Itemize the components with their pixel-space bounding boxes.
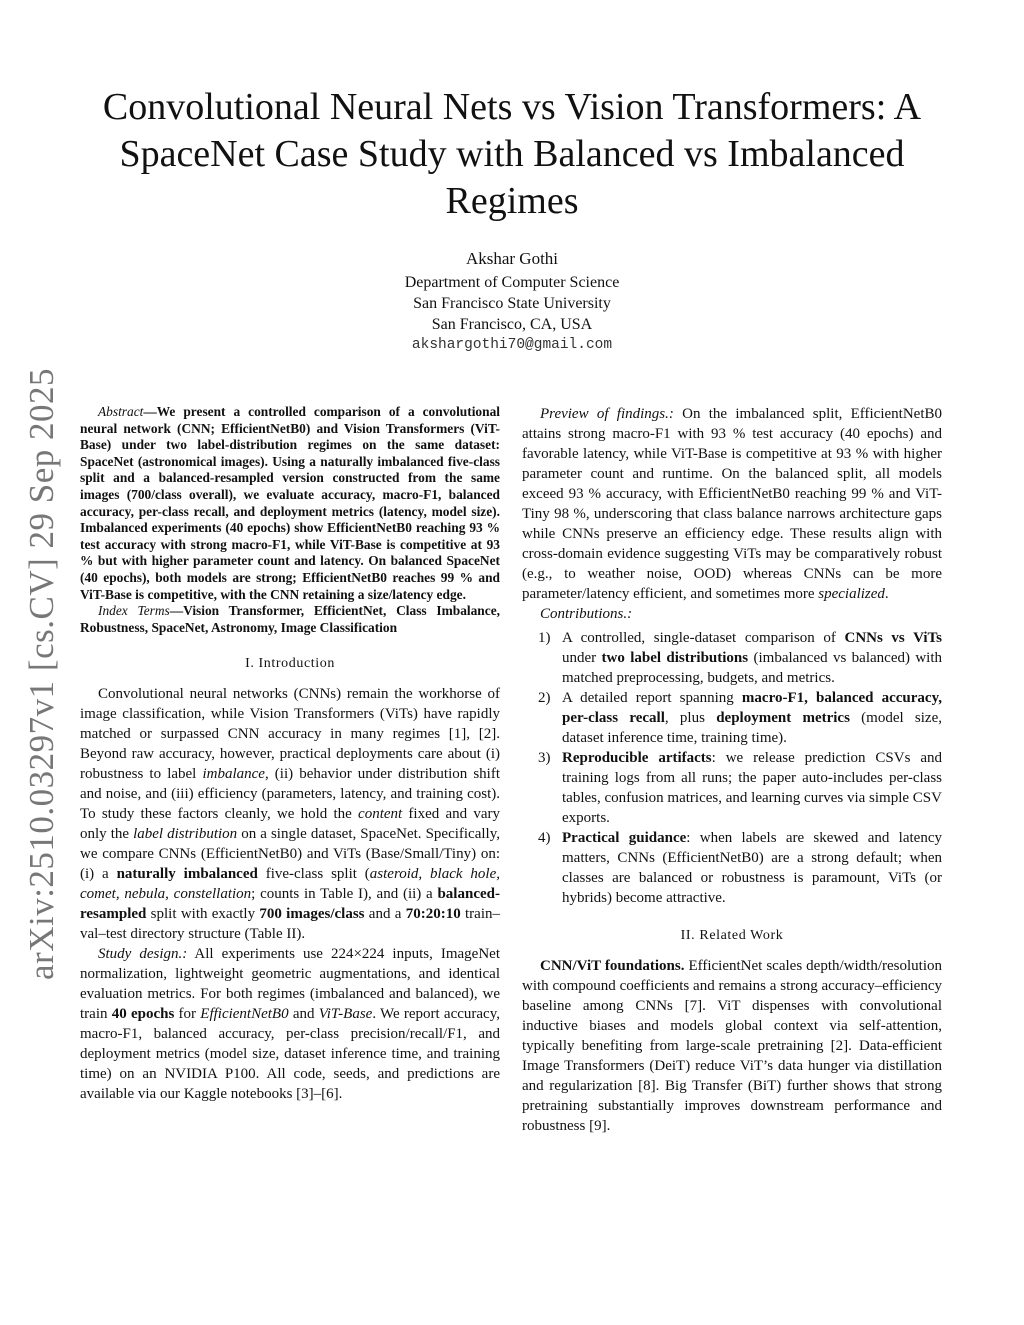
list-number: 2) xyxy=(538,690,551,706)
text-run: naturally imbalanced xyxy=(116,866,258,883)
text-run: label distribution xyxy=(133,826,238,843)
arxiv-identifier-stamp[interactable]: arXiv:2510.03297v1 [cs.CV] 29 Sep 2025 xyxy=(22,367,61,980)
index-terms xyxy=(80,603,500,636)
text-run: : when labels are skewed and latency matters, CNNs (EfficientNetB0) are a strong default; when classes are balanced or robustness is paramount, ViTs (or hybrids) become attractive. xyxy=(562,830,942,906)
right-column xyxy=(522,404,942,1136)
author-name: Akshar Gothi xyxy=(465,249,559,268)
text-run: . We report accuracy, macro-F1, balanced accuracy, per-class precision/recall/F1, and deployment metrics (model size, dataset inference time, and training time) on an NVIDIA P100. All code, seeds, and predictions are available via our Kaggle notebooks [3]–[6]. xyxy=(80,1006,500,1103)
list-item xyxy=(522,828,942,908)
text-run: specialized xyxy=(818,586,885,602)
preview-paragraph xyxy=(522,404,942,604)
text-run: on a single dataset, SpaceNet. Specifically, we compare CNNs (EfficientNetB0) and ViTs (Base/Small/Tiny) on: (i) a xyxy=(80,826,500,883)
text-run: On the imbalanced split, EfficientNetB0 attains strong macro-F1 with 93 % test accuracy (40 epochs) and favorable latency, while ViT-Base is competitive at 93 % with higher parameter count and runtime. On the balanced split, all models exceed 93 % accuracy, with EfficientNetB0 reaching 99 % and ViT-Tiny 98 %, underscoring that class balance narrows architecture gaps while CNNs preserve an efficiency edge. These results align with cross-domain evidence suggesting ViTs may be comparatively robust (e.g., to weather noise, OOD) whereas CNNs can be more parameter/latency efficient, and sometimes more xyxy=(522,406,942,602)
index-terms-lead: Index Terms xyxy=(98,603,170,619)
left-column xyxy=(80,404,500,1104)
text-run: deployment metrics xyxy=(716,710,850,726)
author-university: San Francisco State University xyxy=(413,295,611,312)
text-run: 700 images/class xyxy=(259,906,365,923)
text-run: A detailed report spanning xyxy=(562,690,742,706)
text-run: . xyxy=(884,586,889,602)
text-run: (model size, dataset inference time, training time). xyxy=(562,710,943,746)
related-work-paragraph xyxy=(522,956,942,1136)
text-run: split with exactly xyxy=(146,906,260,923)
text-run: and a xyxy=(364,906,406,923)
author-location: San Francisco, CA, USA xyxy=(431,316,593,333)
author-department: Department of Computer Science xyxy=(404,274,620,291)
text-run: balanced-resampled xyxy=(80,886,500,923)
section-heading-related-work: II. Related Work xyxy=(680,928,784,943)
text-run: EfficientNetB0 xyxy=(200,1006,289,1023)
text-run: All experiments use 224×224 inputs, ImageNet normalization, lightweight geometric augmentations, and identical evaluation metrics. For both regimes (imbalanced and balanced), we train xyxy=(80,946,500,1023)
list-number: 4) xyxy=(538,830,551,846)
text-run: , (ii) behavior under distribution shift and noise, and (iii) efficiency (parameters, latency, and training cost). To study these factors cleanly, we hold the xyxy=(80,766,501,823)
text-run: , plus xyxy=(664,710,717,726)
contributions-list xyxy=(522,628,942,908)
abstract xyxy=(80,404,500,603)
text-run: fixed and vary only the xyxy=(80,806,500,843)
intro-paragraph-1 xyxy=(80,684,500,944)
text-run: A controlled, single-dataset comparison of xyxy=(562,630,845,646)
text-run: imbalance xyxy=(202,766,265,783)
text-run: Practical guidance xyxy=(562,830,687,846)
author-block xyxy=(262,248,762,356)
paper-title: Convolutional Neural Nets vs Vision Transformers: A SpaceNet Case Study with Balanced vs Imbalanced Regimes xyxy=(102,86,922,222)
text-run: two label distributions xyxy=(601,650,749,666)
text-run: asteroid, black hole, comet, nebula, constellation xyxy=(80,866,500,903)
study-design-paragraph xyxy=(80,944,500,1104)
text-run: content xyxy=(358,806,403,823)
author-email[interactable]: akshargothi70@gmail.com xyxy=(411,337,613,353)
text-run: under xyxy=(562,650,602,666)
text-run: EfficientNet scales depth/width/resolution with compound coefficients and remains a strong accuracy–efficiency baseline among CNNs [7]. ViT dispenses with convolutional inductive biases and models global context via self-attention, typically benefiting from large-scale pretraining [2]. Data-efficient Image Transformers (DeiT) reduce ViT’s data hunger via distillation and regularization [8]. Big Transfer (BiT) further shows that strong pretraining substantially improves downstream performance and robustness [9]. xyxy=(522,958,942,1134)
abstract-body: —We present a controlled comparison of a convolutional neural network (CNN; EfficientNetB0) and Vision Transformers (ViT-Base) under two label-distribution regimes on the same dataset: SpaceNet (astronomical images). Using a naturally imbalanced five-class split and a balanced-resampled version constructed from the same images (700/class overall), we evaluate accuracy, macro-F1, balanced accuracy, per-class recall, and deployment metrics (latency, model size). Imbalanced experiments (40 epochs) show EfficientNetB0 reaching 93 % test accuracy with strong macro-F1, while ViT-Base is competitive at 93 % but with higher parameter count and latency. On balanced SpaceNet (40 epochs), both models are strong; EfficientNetB0 reaches 99 % and ViT-Base is competitive, with the CNN retaining a size/latency edge. xyxy=(80,404,500,602)
preview-label: Preview of findings.: xyxy=(540,406,674,422)
list-item xyxy=(522,688,942,748)
text-run: train–val–test directory structure (Table II). xyxy=(80,906,500,943)
text-run: for xyxy=(174,1006,201,1023)
text-run: 40 epochs xyxy=(111,1006,175,1023)
text-run: Convolutional neural networks (CNNs) remain the workhorse of image classification, while Vision Transformers (ViTs) have rapidly matched or surpassed CNN accuracy in many regimes [1], [2]. Beyond raw accuracy, however, practical deployments care about (i) robustness to label xyxy=(80,686,500,783)
index-terms-body: —Vision Transformer, EfficientNet, Class Imbalance, Robustness, SpaceNet, Astronomy, Image Classification xyxy=(80,603,500,635)
text-run: 70:20:10 xyxy=(405,906,461,923)
text-run: : we release prediction CSVs and training logs from all runs; the paper auto-includes per-class tables, confusion matrices, and learning curves via simple CSV exports. xyxy=(562,750,942,826)
text-run: ViT-Base xyxy=(318,1006,373,1023)
list-item xyxy=(522,748,942,828)
contributions-label-text: Contributions.: xyxy=(540,606,633,622)
list-number: 3) xyxy=(538,750,551,766)
contributions-label xyxy=(522,604,942,624)
list-number: 1) xyxy=(538,630,551,646)
study-design-label: Study design.: xyxy=(98,946,188,963)
text-run: and xyxy=(288,1006,319,1023)
text-run: (imbalanced vs balanced) with matched preprocessing, budgets, and metrics. xyxy=(562,650,943,686)
text-run: CNNs vs ViTs xyxy=(844,630,942,646)
text-run: Reproducible artifacts xyxy=(562,750,712,766)
text-run: ; counts in Table I), and (ii) a xyxy=(251,886,438,903)
related-work-lead: CNN/ViT foundations. xyxy=(540,958,685,974)
text-run: macro-F1, balanced accuracy, per-class recall xyxy=(562,690,942,726)
text-run: five-class split ( xyxy=(257,866,370,883)
section-heading-introduction: I. Introduction xyxy=(245,656,335,672)
list-item xyxy=(522,628,942,688)
abstract-lead: Abstract xyxy=(98,404,144,419)
